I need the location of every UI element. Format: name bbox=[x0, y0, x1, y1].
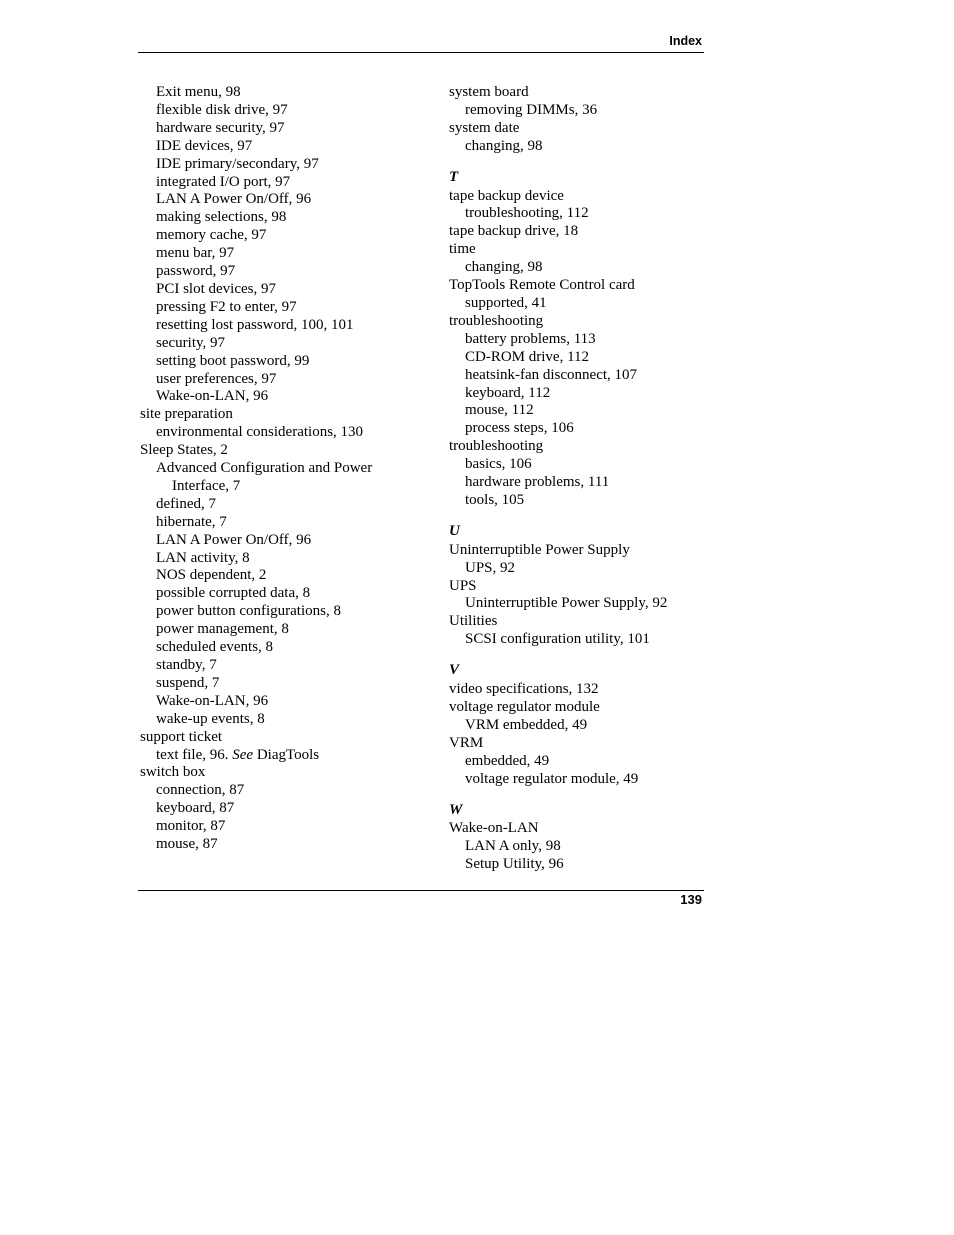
index-subentry: Setup Utility, 96 bbox=[465, 856, 564, 873]
index-letter-heading: V bbox=[449, 662, 460, 679]
index-entry: site preparation bbox=[140, 406, 233, 423]
index-subentry: keyboard, 112 bbox=[465, 384, 551, 401]
index-subentry bbox=[140, 747, 430, 765]
index-entry: tape backup device bbox=[449, 187, 564, 204]
footer-rule bbox=[138, 890, 704, 891]
index-subentry: menu bar, 97 bbox=[156, 245, 235, 262]
index-subentry: integrated I/O port, 97 bbox=[156, 173, 291, 190]
index-subentry: heatsink-fan disconnect, 107 bbox=[465, 366, 638, 383]
index-subentry: LAN A Power On/Off, 96 bbox=[156, 531, 312, 548]
index-subentry: UPS, 92 bbox=[465, 559, 516, 576]
index-subentry: Exit menu, 98 bbox=[156, 84, 241, 100]
index-entry: troubleshooting bbox=[449, 312, 544, 329]
page-number: 139 bbox=[680, 892, 702, 907]
index-subentry: PCI slot devices, 97 bbox=[156, 280, 276, 297]
index-entry: video specifications, 132 bbox=[449, 681, 599, 698]
index-subentry: power management, 8 bbox=[156, 621, 289, 638]
index-entry: Uninterruptible Power Supply bbox=[449, 541, 630, 558]
index-subentry: power button configurations, 8 bbox=[156, 603, 341, 620]
index-subentry: hardware security, 97 bbox=[156, 119, 285, 136]
index-subentry: suspend, 7 bbox=[156, 674, 220, 691]
index-subentry: Wake-on-LAN, 96 bbox=[156, 692, 269, 709]
see-reference: See bbox=[232, 746, 254, 763]
index-entry: UPS bbox=[449, 577, 477, 594]
index-subentry: setting boot password, 99 bbox=[156, 352, 310, 369]
index-subentry: wake-up events, 8 bbox=[156, 710, 265, 727]
index-subentry: LAN A Power On/Off, 96 bbox=[156, 191, 312, 208]
index-subentry: pressing F2 to enter, 97 bbox=[156, 298, 297, 315]
index-subentry: Advanced Configuration and Power bbox=[156, 460, 373, 477]
index-subentry: troubleshooting, 112 bbox=[465, 205, 589, 222]
index-subentry: standby, 7 bbox=[156, 657, 217, 673]
index-entry: system date bbox=[449, 119, 520, 136]
index-subentry: hardware problems, 111 bbox=[465, 474, 610, 491]
index-subentry: LAN activity, 8 bbox=[156, 549, 250, 566]
index-subentry: IDE devices, 97 bbox=[156, 137, 253, 154]
index-subentry: security, 97 bbox=[156, 334, 226, 351]
index-subentry: environmental considerations, 130 bbox=[156, 424, 364, 441]
index-entry: VRM bbox=[449, 734, 484, 751]
index-letter-heading: T bbox=[449, 168, 459, 185]
index-subentry: Wake-on-LAN, 96 bbox=[156, 388, 269, 405]
index-subentry: connection, 87 bbox=[156, 782, 245, 799]
index-subentry: LAN A only, 98 bbox=[465, 838, 561, 855]
index-entry: tape backup drive, 18 bbox=[449, 223, 579, 240]
index-subentry: embedded, 49 bbox=[465, 752, 550, 769]
index-subentry: Interface, 7 bbox=[172, 477, 241, 494]
index-subentry: CD-ROM drive, 112 bbox=[465, 348, 590, 365]
index-subentry: password, 97 bbox=[156, 263, 236, 280]
index-letter-heading: U bbox=[449, 522, 460, 539]
index-subentry: mouse, 112 bbox=[465, 402, 534, 419]
index-subentry: VRM embedded, 49 bbox=[465, 716, 588, 733]
index-subentry: battery problems, 113 bbox=[465, 330, 596, 347]
index-subentry: Uninterruptible Power Supply, 92 bbox=[465, 595, 668, 612]
index-subentry: IDE primary/secondary, 97 bbox=[156, 155, 319, 172]
index-subentry: SCSI configuration utility, 101 bbox=[465, 631, 650, 648]
index-subentry: monitor, 87 bbox=[156, 818, 226, 835]
index-entry-text: text file, 96. bbox=[156, 746, 233, 763]
index-subentry: mouse, 87 bbox=[156, 836, 218, 853]
index-entry: support ticket bbox=[140, 728, 223, 745]
index-subentry: removing DIMMs, 36 bbox=[465, 101, 598, 118]
index-subentry: process steps, 106 bbox=[465, 420, 574, 437]
index-column-left bbox=[140, 84, 430, 854]
index-subentry: hibernate, 7 bbox=[156, 513, 227, 530]
index-subentry: flexible disk drive, 97 bbox=[156, 101, 288, 118]
index-subentry: basics, 106 bbox=[465, 456, 532, 473]
index-column-right bbox=[449, 84, 709, 874]
index-entry: TopTools Remote Control card bbox=[449, 277, 635, 294]
index-entry: voltage regulator module bbox=[449, 699, 600, 715]
index-subentry: changing, 98 bbox=[465, 259, 543, 276]
index-entry: Utilities bbox=[449, 613, 498, 630]
index-subentry: possible corrupted data, 8 bbox=[156, 585, 311, 602]
index-entry: Sleep States, 2 bbox=[140, 442, 228, 459]
header-rule bbox=[138, 52, 704, 53]
index-entry: Wake-on-LAN bbox=[449, 820, 539, 837]
index-subentry: keyboard, 87 bbox=[156, 800, 235, 817]
index-entry: time bbox=[449, 241, 476, 258]
index-subentry: user preferences, 97 bbox=[156, 370, 277, 387]
index-subentry: NOS dependent, 2 bbox=[156, 567, 267, 584]
index-subentry: tools, 105 bbox=[465, 491, 525, 508]
see-target: DiagTools bbox=[253, 746, 320, 763]
index-entry: system board bbox=[449, 84, 529, 100]
index-entry: switch box bbox=[140, 764, 206, 781]
index-subentry: memory cache, 97 bbox=[156, 227, 267, 244]
running-header: Index bbox=[669, 34, 702, 48]
index-subentry: scheduled events, 8 bbox=[156, 639, 274, 656]
index-subentry: resetting lost password, 100, 101 bbox=[156, 316, 354, 333]
index-subentry: changing, 98 bbox=[465, 137, 543, 154]
index-subentry: defined, 7 bbox=[156, 495, 216, 512]
index-subentry: supported, 41 bbox=[465, 294, 547, 311]
index-letter-heading: W bbox=[449, 801, 463, 818]
index-subentry: making selections, 98 bbox=[156, 209, 287, 226]
index-subentry: voltage regulator module, 49 bbox=[465, 770, 639, 787]
index-entry: troubleshooting bbox=[449, 438, 544, 455]
